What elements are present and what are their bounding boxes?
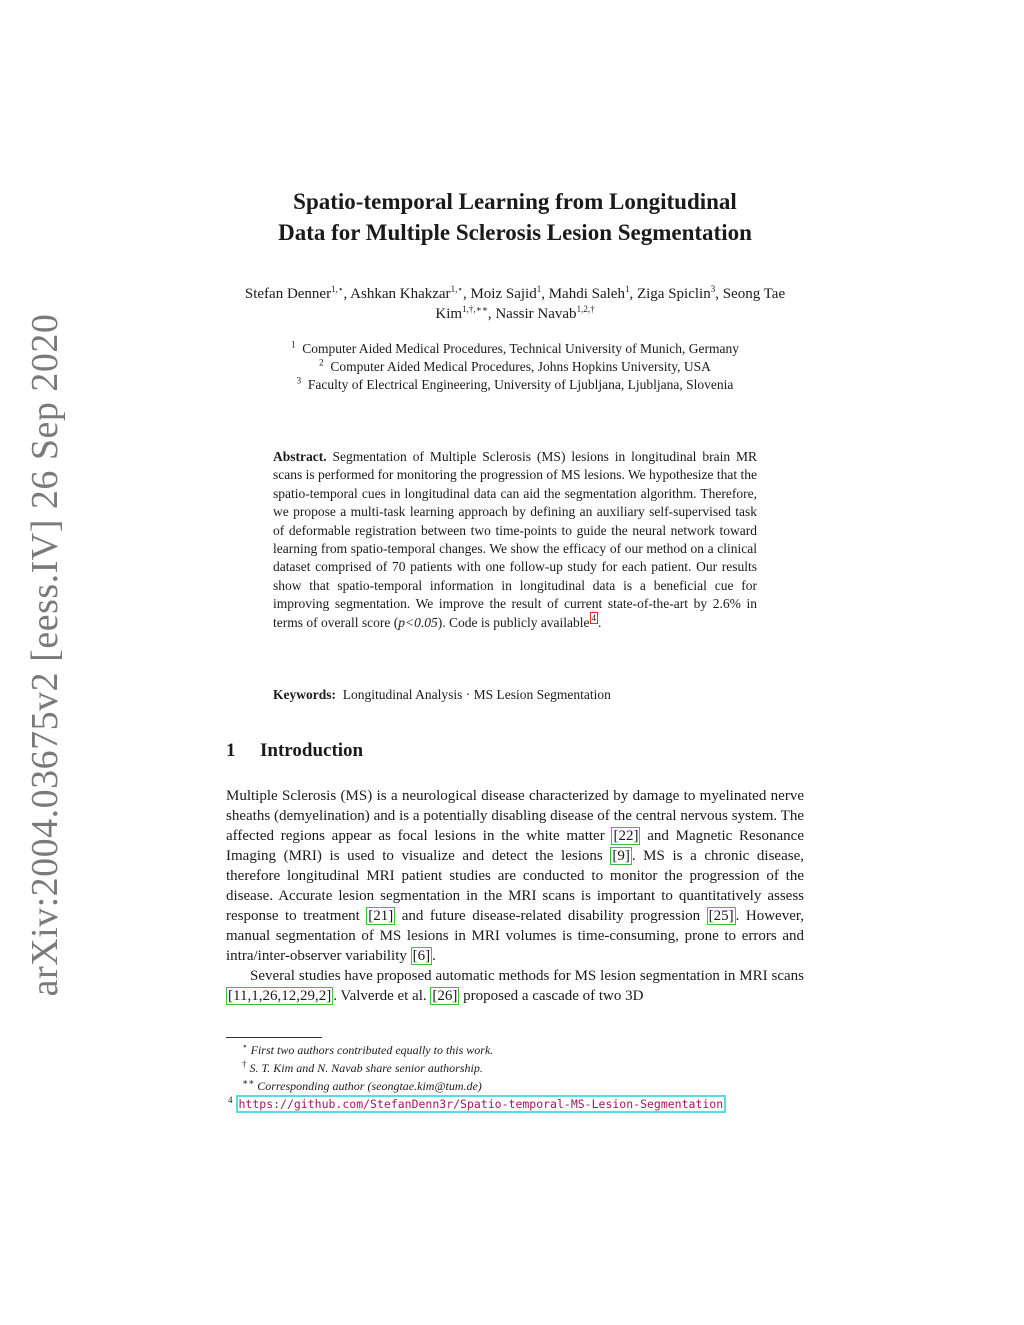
text-run: and future disease-related disability progression: [395, 908, 707, 924]
title-line-2: Data for Multiple Sclerosis Lesion Segmentation: [278, 220, 752, 245]
section-title: Introduction: [260, 740, 364, 761]
section-number: 1: [226, 740, 236, 761]
paper-title: [180, 186, 850, 248]
p-value: p<0.05: [398, 614, 438, 630]
keywords-text: Longitudinal Analysis · MS Lesion Segmentation: [342, 687, 611, 702]
citation-link[interactable]: [11,1,26,12,29,2]: [228, 988, 332, 1004]
text-run: . However, manual segmentation of MS lesions in MRI volumes is time-consuming, prone to errors and intra/inter-observer variability: [226, 908, 804, 964]
affiliation: $^3$ Faculty of Electrical Engineering, University of Ljubljana, Ljubljana, Slovenia: [296, 375, 734, 392]
text-run: . Valverde et al.: [333, 988, 431, 1004]
paragraph-2: [226, 966, 804, 1006]
affiliation: $^1$ Computer Aided Medical Procedures, Technical University of Munich, Germany: [291, 339, 739, 356]
keywords: [273, 686, 757, 704]
text-run: Multiple Sclerosis (MS) is a neurological disease characterized by damage to myelinated nerve sheaths (demyelination) and is a potentially disabling disease of the central nervous system. The affected regions appear as focal lesions in the white matter: [226, 788, 804, 844]
title-line-1: Spatio-temporal Learning from Longitudinal: [293, 189, 737, 214]
body-text: [226, 786, 804, 1006]
text-run: and Magnetic Resonance Imaging (MRI) is used to visualize and detect the lesions: [226, 828, 804, 864]
footnote-link-4[interactable]: 4: [591, 613, 597, 624]
footnote: † S. T. Kim and N. Navab share senior authorship.: [242, 1059, 483, 1075]
author: Mahdi Saleh$^1$: [548, 284, 630, 302]
author: Ashkan Khakzar$^{1,⋆}$: [350, 284, 463, 302]
affiliation: $^2$ Computer Aided Medical Procedures, Johns Hopkins University, USA: [319, 357, 711, 374]
footnote: ∗∗ Corresponding author (seongtae.kim@tum.de): [242, 1077, 482, 1093]
abstract: Abstract. Segmentation of Multiple Sclerosis (MS) lesions in longitudinal brain MR scans is performed for monitoring the progression of MS lesions. We hypothesize that the spatio-temporal cues in longitudinal data can aid the segmentation algorithm. Therefore, we propose a multi-task learning approach by defining an auxiliary self-supervised task of deformable registration between two time-points to guide the neural network toward learning from spatio-temporal changes. We show the efficacy of our method on a clinical dataset comprised of 70 patients with one follow-up study for each patient. Our results show that spatio-temporal information in longitudinal data is a beneficial cue for improving segmentation. We improve the result of current state-of-the-art by 2.6% in terms of overall score (p<0.05). Code is publicly available $^4$ .: [273, 449, 757, 630]
text-run: . MS is a chronic disease, therefore longitudinal MRI patient studies are conducted to monitor the progression of the disease. Accurate lesion segmentation in the MRI scans is important to quantitatively assess response to treatment: [226, 848, 804, 924]
text-run: Several studies have proposed automatic methods for MS lesion segmentation in MRI scans: [250, 968, 804, 984]
footnote: ⋆ First two authors contributed equally to this work.: [242, 1041, 494, 1057]
keywords-label: Keywords:: [273, 687, 336, 702]
citation-link[interactable]: [26]: [432, 988, 458, 1004]
citation-link[interactable]: [22]: [613, 828, 639, 844]
author: Ziga Spiclin$^3$: [636, 284, 716, 302]
section-heading: [226, 740, 363, 762]
citation-link[interactable]: [6]: [412, 948, 431, 964]
github-link[interactable]: https://github.com/StefanDenn3r/Spatio-temporal-MS-Lesion-Segmentation: [236, 1095, 727, 1113]
affiliation-list: [200, 340, 830, 394]
citation-link[interactable]: [25]: [708, 908, 734, 924]
author: Nassir Navab$^{1,2,\dagger}$: [495, 304, 595, 322]
footnotes: [228, 1041, 828, 1113]
author: Stefan Denner$^{1,⋆}$: [244, 284, 344, 302]
citation-link[interactable]: [21]: [368, 908, 394, 924]
author: Seong Tae Kim$^{1,\dagger,∗∗}$: [435, 286, 786, 322]
footnote-rule: [226, 1037, 322, 1038]
arxiv-identifier: arXiv:2004.03675v2 [eess.IV] 26 Sep 2020: [24, 313, 66, 997]
abstract-label: Abstract.: [273, 449, 327, 464]
text-run: .: [432, 948, 436, 964]
text-run: proposed a cascade of two 3D: [459, 988, 644, 1004]
citation-link[interactable]: [9]: [612, 848, 630, 864]
author: Moiz Sajid$^1$: [470, 284, 542, 302]
author-list: Stefan Denner$^{1,⋆}$, Ashkan Khakzar$^{1,⋆}$, Moiz Sajid$^1$, Mahdi Saleh$^1$, Ziga Spiclin$^3$, Seong Tae Kim$^{1,\dagger,∗∗}$, Nassir Navab$^{1,2,\dagger}$: [244, 284, 786, 322]
arxiv-sidebar-stamp: [20, 313, 70, 997]
abstract-text: Segmentation of Multiple Sclerosis (MS) lesions in longitudinal brain MR scans is performed for monitoring the progression of MS lesions. We hypothesize that the spatio-temporal cues in longitudinal data can aid the segmentation algorithm. Therefore, we propose a multi-task learning approach by defining an auxiliary self-supervised task of deformable registration between two time-points to guide the neural network toward learning from spatio-temporal changes. We show the efficacy of our method on a clinical dataset comprised of 70 patients with one follow-up study for each patient. Our results show that spatio-temporal information in longitudinal data is a beneficial cue for improving segmentation. We improve the result of current state-of-the-art by 2.6% in terms of overall score (: [273, 449, 757, 630]
footnote-url: $^4$ https://github.com/StefanDenn3r/Spatio-temporal-MS-Lesion-Segmentation: [228, 1095, 828, 1113]
paragraph-1: [226, 786, 804, 966]
